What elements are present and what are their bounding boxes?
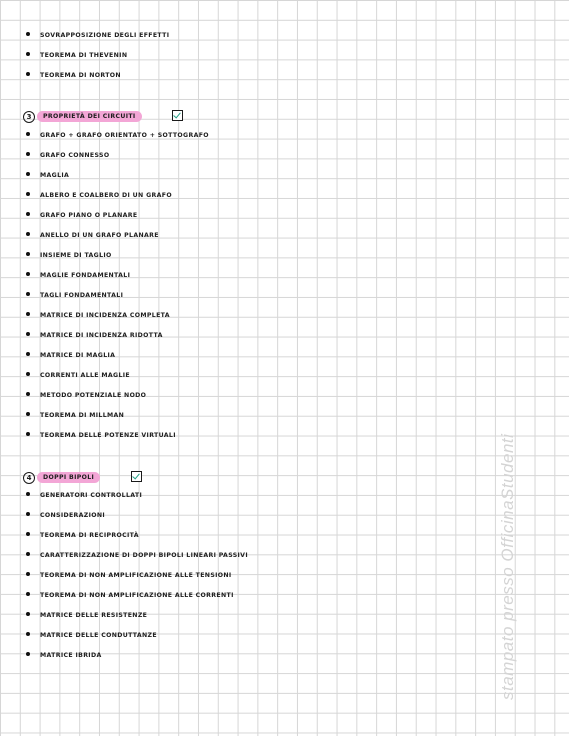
list-item bbox=[0, 351, 460, 365]
list-item-text: GRAFO + GRAFO ORIENTATO + SOTTOGRAFO bbox=[40, 132, 209, 139]
bullet-icon bbox=[26, 212, 30, 216]
bullet-icon bbox=[26, 412, 30, 416]
section-number: 3 bbox=[23, 111, 35, 123]
list-item-text: GRAFO PIANO O PLANARE bbox=[40, 212, 138, 219]
list-item bbox=[0, 151, 460, 165]
bullet-icon bbox=[26, 552, 30, 556]
list-item-text: MAGLIA bbox=[40, 172, 70, 179]
list-item-text: GENERATORI CONTROLLATI bbox=[40, 492, 143, 499]
bullet-icon bbox=[26, 252, 30, 256]
bullet-icon bbox=[26, 192, 30, 196]
bullet-icon bbox=[26, 432, 30, 436]
bullet-icon bbox=[26, 372, 30, 376]
bullet-icon bbox=[26, 72, 30, 76]
list-item bbox=[0, 31, 460, 45]
list-item-text: INSIEME DI TAGLIO bbox=[40, 252, 112, 259]
list-item-text: MATRICE DI INCIDENZA COMPLETA bbox=[40, 312, 170, 319]
list-item-text: TEOREMA DI NORTON bbox=[40, 72, 121, 79]
list-item bbox=[0, 211, 460, 225]
bullet-icon bbox=[26, 232, 30, 236]
watermark: stampato presso OfficinaStudenti bbox=[498, 433, 517, 700]
list-item-text: MAGLIE FONDAMENTALI bbox=[40, 272, 131, 279]
list-item bbox=[0, 591, 460, 605]
list-item-text: ANELLO DI UN GRAFO PLANARE bbox=[40, 232, 159, 239]
bullet-icon bbox=[26, 612, 30, 616]
bullet-icon bbox=[26, 492, 30, 496]
bullet-icon bbox=[26, 32, 30, 36]
list-item-text: CARATTERIZZAZIONE DI DOPPI BIPOLI LINEARI PASSIVI bbox=[40, 552, 248, 559]
bullet-icon bbox=[26, 572, 30, 576]
list-item bbox=[0, 551, 460, 565]
bullet-icon bbox=[26, 392, 30, 396]
list-item bbox=[0, 331, 460, 345]
list-item-text: GRAFO CONNESSO bbox=[40, 152, 110, 159]
list-item bbox=[0, 631, 460, 645]
checkbox-checked-icon bbox=[172, 110, 183, 121]
list-item-text: TEOREMA DI NON AMPLIFICAZIONE ALLE CORRENTI bbox=[40, 592, 234, 599]
list-item bbox=[0, 231, 460, 245]
bullet-icon bbox=[26, 352, 30, 356]
section-number: 4 bbox=[23, 472, 35, 484]
list-item bbox=[0, 531, 460, 545]
list-item bbox=[0, 431, 460, 445]
list-item bbox=[0, 131, 460, 145]
list-item bbox=[0, 611, 460, 625]
list-item-text: MATRICE DI MAGLIA bbox=[40, 352, 116, 359]
list-item-text: MATRICE IBRIDA bbox=[40, 652, 102, 659]
list-item bbox=[0, 651, 460, 665]
list-item-text: TAGLI FONDAMENTALI bbox=[40, 292, 124, 299]
list-item-text: TEOREMA DI THEVENIN bbox=[40, 52, 128, 59]
list-item-text: MATRICE DELLE RESISTENZE bbox=[40, 612, 148, 619]
list-item bbox=[0, 371, 460, 385]
list-item-text: MATRICE DELLE CONDUTTANZE bbox=[40, 632, 157, 639]
list-item bbox=[0, 291, 460, 305]
bullet-icon bbox=[26, 272, 30, 276]
checkbox-checked-icon bbox=[131, 471, 142, 482]
list-item-text: TEOREMA DELLE POTENZE VIRTUALI bbox=[40, 432, 176, 439]
list-item bbox=[0, 571, 460, 585]
section-title: PROPRIETÀ DEI CIRCUITI bbox=[37, 111, 142, 122]
list-item bbox=[0, 391, 460, 405]
list-item bbox=[0, 411, 460, 425]
list-item bbox=[0, 311, 460, 325]
section-title: DOPPI BIPOLI bbox=[37, 472, 100, 483]
list-item bbox=[0, 271, 460, 285]
list-item bbox=[0, 171, 460, 185]
list-item-text: TEOREMA DI MILLMAN bbox=[40, 412, 125, 419]
list-item bbox=[0, 51, 460, 65]
bullet-icon bbox=[26, 52, 30, 56]
list-item bbox=[0, 191, 460, 205]
list-item bbox=[0, 71, 460, 85]
list-item bbox=[0, 251, 460, 265]
bullet-icon bbox=[26, 592, 30, 596]
bullet-icon bbox=[26, 152, 30, 156]
section-heading-3 bbox=[23, 111, 323, 125]
bullet-icon bbox=[26, 292, 30, 296]
section-heading-4 bbox=[23, 472, 323, 486]
list-item-text: TEOREMA DI NON AMPLIFICAZIONE ALLE TENSIONI bbox=[40, 572, 232, 579]
list-item-text: TEOREMA DI RECIPROCITÀ bbox=[40, 532, 139, 539]
list-item-text: ALBERO E COALBERO DI UN GRAFO bbox=[40, 192, 172, 199]
list-item-text: MATRICE DI INCIDENZA RIDOTTA bbox=[40, 332, 163, 339]
bullet-icon bbox=[26, 652, 30, 656]
bullet-icon bbox=[26, 332, 30, 336]
bullet-icon bbox=[26, 312, 30, 316]
bullet-icon bbox=[26, 512, 30, 516]
bullet-icon bbox=[26, 532, 30, 536]
list-item-text: CONSIDERAZIONI bbox=[40, 512, 106, 519]
bullet-icon bbox=[26, 132, 30, 136]
bullet-icon bbox=[26, 632, 30, 636]
list-item-text: CORRENTI ALLE MAGLIE bbox=[40, 372, 130, 379]
list-item bbox=[0, 491, 460, 505]
list-item-text: SOVRAPPOSIZIONE DEGLI EFFETTI bbox=[40, 32, 170, 39]
bullet-icon bbox=[26, 172, 30, 176]
list-item bbox=[0, 511, 460, 525]
list-item-text: METODO POTENZIALE NODO bbox=[40, 392, 147, 399]
